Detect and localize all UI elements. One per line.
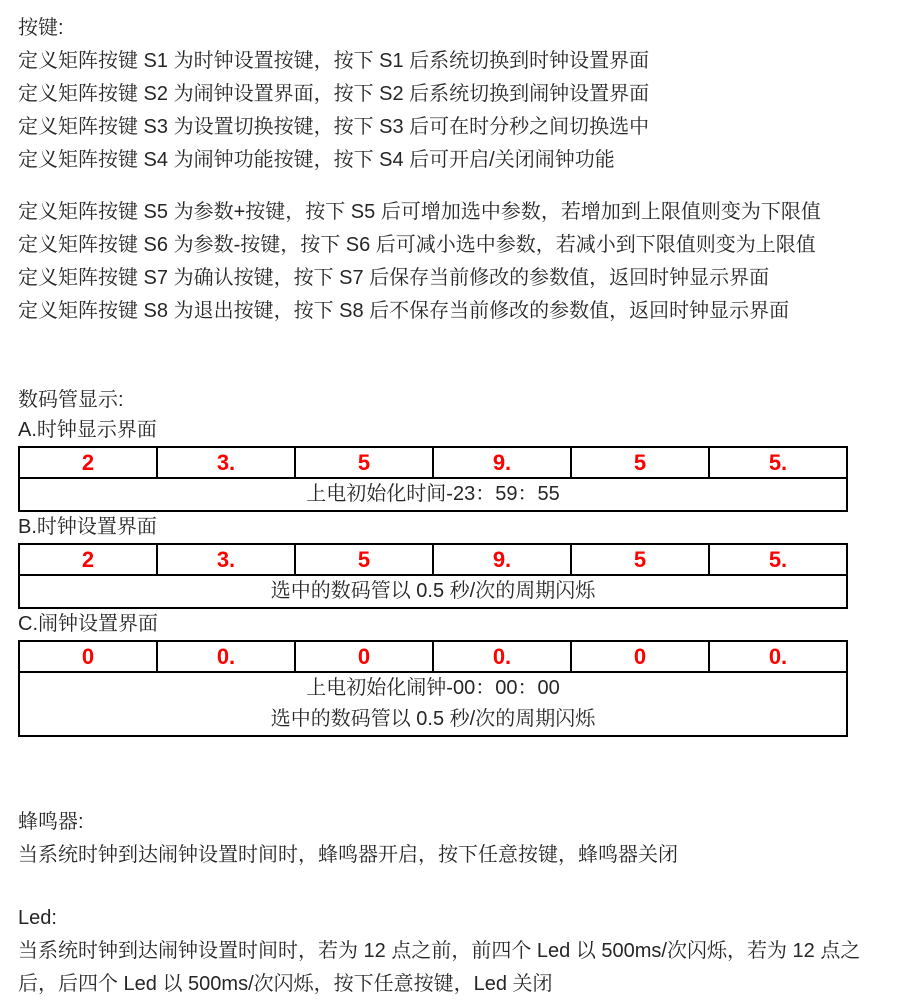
clock-display-table [18,446,848,512]
segment-digit: 5 [571,447,709,478]
display-heading: 数码管显示: [18,389,124,411]
segment-digit: 0 [295,641,433,672]
table-note [19,575,847,608]
note-line: 上电初始化闹钟-00：00：00 [306,677,560,699]
table-note [19,672,847,736]
segment-digit: 5 [295,447,433,478]
segment-digit: 0. [709,641,847,672]
segment-digit: 5. [709,544,847,575]
segment-digit: 5. [709,447,847,478]
led-heading: Led: [18,907,57,929]
note-row [19,478,847,511]
segment-digit: 9. [433,544,571,575]
key-definition-s5: 定义矩阵按键 S5 为参数+按键，按下 S5 后可增加选中参数，若增加到上限值则变为下限值 [18,201,821,223]
segment-digit: 2 [19,544,157,575]
keys-heading: 按键: [18,17,64,39]
alarm-setting-table [18,640,848,737]
key-definition-s7: 定义矩阵按键 S7 为确认按键，按下 S7 后保存当前修改的参数值，返回时钟显示界面 [18,267,770,289]
key-definition-s8: 定义矩阵按键 S8 为退出按键，按下 S8 后不保存当前修改的参数值，返回时钟显示界面 [18,300,790,322]
segment-digit: 0 [19,641,157,672]
note-row [19,575,847,608]
buzzer-heading: 蜂鸣器: [18,811,84,833]
note-line: 选中的数码管以 0.5 秒/次的周期闪烁 [270,580,596,602]
segment-digit: 0. [433,641,571,672]
note-line: 上电初始化时间-23：59：55 [306,483,560,505]
note-line: 选中的数码管以 0.5 秒/次的周期闪烁 [270,708,596,730]
key-definition-s2: 定义矩阵按键 S2 为闹钟设置界面，按下 S2 后系统切换到闹钟设置界面 [18,83,650,105]
segment-digit: 0. [157,641,295,672]
note-row [19,672,847,736]
segment-digit: 3. [157,447,295,478]
segment-digit: 0 [571,641,709,672]
key-definition-s1: 定义矩阵按键 S1 为时钟设置按键，按下 S1 后系统切换到时钟设置界面 [18,50,650,72]
digit-row [19,544,847,575]
led-description: 当系统时钟到达闹钟设置时间时，若为 12 点之前，前四个 Led 以 500ms/次闪烁，若为 12 点之后，后四个 Led 以 500ms/次闪烁，按下任意按键，Led 关闭 [18,940,861,995]
digit-row [19,447,847,478]
segment-digit: 3. [157,544,295,575]
interface-b-label: B.时钟设置界面 [18,516,157,538]
segment-digit: 9. [433,447,571,478]
key-definition-s6: 定义矩阵按键 S6 为参数-按键，按下 S6 后可减小选中参数，若减小到下限值则变为上限值 [18,234,816,256]
segment-digit: 2 [19,447,157,478]
buzzer-description: 当系统时钟到达闹钟设置时间时，蜂鸣器开启，按下任意按键，蜂鸣器关闭 [18,844,678,866]
digit-row [19,641,847,672]
segment-digit: 5 [295,544,433,575]
segment-digit: 5 [571,544,709,575]
key-definition-s3: 定义矩阵按键 S3 为设置切换按键，按下 S3 后可在时分秒之间切换选中 [18,116,650,138]
interface-a-label: A.时钟显示界面 [18,419,157,441]
interface-c-label: C.闹钟设置界面 [18,613,158,635]
table-note [19,478,847,511]
clock-setting-table [18,543,848,609]
key-definition-s4: 定义矩阵按键 S4 为闹钟功能按键，按下 S4 后可开启/关闭闹钟功能 [18,149,615,171]
